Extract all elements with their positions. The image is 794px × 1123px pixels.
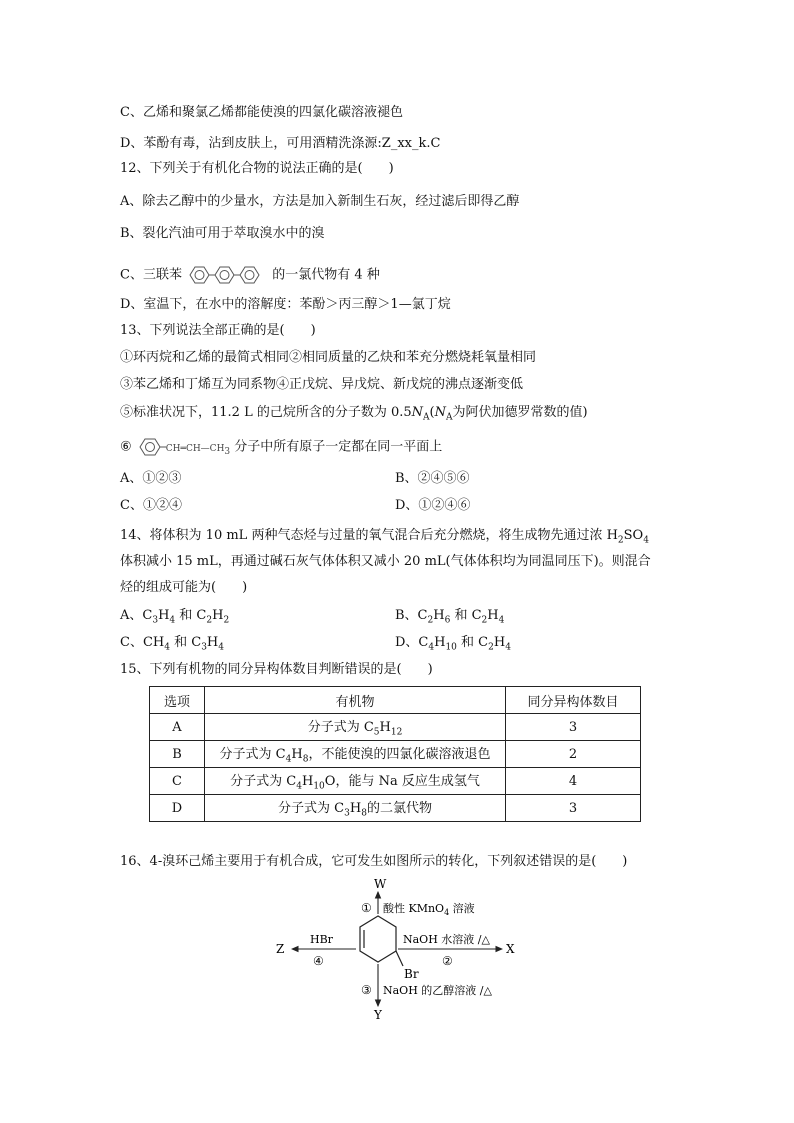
t: 分子式为 C [230, 774, 297, 790]
f: 3 [152, 615, 159, 626]
product-x: X [506, 942, 515, 956]
line-d11: D、苯酚有毒，沾到皮肤上，可用酒精洗涤源:Z_xx_k.C [120, 136, 441, 151]
s13-3-a2: A [445, 412, 453, 423]
t: 4 [285, 754, 292, 765]
step-2-reagent: NaOH 水溶液 /△ [403, 933, 490, 946]
f: 和 C [169, 635, 202, 650]
f: 4 [169, 615, 176, 626]
cell-compound [205, 741, 506, 768]
option-14c [120, 633, 224, 658]
step-4-reagent: HBr [310, 933, 333, 946]
option-12c-post: 的一氯代物有 4 种 [272, 267, 380, 283]
step-1-reagent [383, 901, 475, 917]
s13-3-n: N [411, 405, 424, 420]
statement-13-6 [120, 436, 442, 461]
t: O [324, 774, 336, 790]
t: 3 [344, 808, 350, 819]
t: 的二氯代物 [366, 801, 432, 817]
option-14a [120, 606, 229, 631]
t: 分子式为 C [219, 747, 286, 763]
t: H [301, 774, 314, 790]
t: H [379, 720, 391, 736]
t: H [291, 747, 303, 763]
cell-option: A [150, 714, 205, 741]
question-14-line2: 体积减小 15 mL，再通过碱石灰气体体积又减小 20 mL(气体体积均为同温同压下)。则混合 [120, 554, 651, 569]
option-13a: A、①②③ [120, 471, 182, 486]
option-12b: B、裂化汽油可用于萃取溴水中的溴 [120, 226, 325, 241]
propenyl-chain [165, 443, 231, 457]
t: ，不能使溴的四氯化碳溶液退色 [308, 747, 491, 763]
option-13d: D、①②④⑥ [395, 498, 471, 513]
f: 6 [444, 615, 451, 626]
t: 12 [390, 727, 403, 738]
line-c11: C、乙烯和聚氯乙烯都能使溴的四氯化碳溶液褪色 [120, 105, 403, 120]
header-compound: 有机物 [205, 687, 506, 714]
r1-text: 酸性 KMnO [383, 902, 445, 915]
table-row [150, 795, 641, 822]
product-w: W [374, 877, 387, 891]
s13-6-text: 分子中所有原子一定都在同一平面上 [234, 439, 443, 455]
cell-count: 4 [506, 768, 641, 795]
option-14d [395, 633, 511, 658]
f: C、CH [120, 635, 165, 650]
option-12c [120, 262, 380, 288]
f: H [212, 608, 224, 623]
step-3-number: ③ [361, 983, 372, 997]
statement-13-3 [120, 403, 588, 428]
table-row [150, 768, 641, 795]
t: H [349, 801, 362, 817]
f: 4 [498, 615, 505, 626]
f: H [487, 608, 499, 623]
f: D、C [395, 635, 429, 650]
q14-1-sub2: 4 [643, 535, 649, 546]
f: 和 C [450, 608, 482, 623]
f: H [206, 635, 219, 650]
f: B、C [395, 608, 428, 623]
terphenyl-structure [186, 262, 268, 288]
q14-1-so: SO [623, 528, 644, 543]
chain-sub: 3 [224, 446, 231, 457]
step-1-number: ① [361, 901, 372, 915]
t: 8 [302, 754, 309, 765]
question-16: 16、4-溴环己烯主要用于有机合成，它可发生如图所示的转化，下列叙述错误的是( ) [120, 854, 628, 869]
q14-1-text: 14、将体积为 10 mL 两种气态烃与过量的氧气混合后充分燃烧，将生成物先通过浓 H [120, 528, 618, 543]
s13-6-num: ⑥ [120, 439, 132, 455]
f: 2 [427, 615, 434, 626]
question-14-line3: 烃的组成可能为( ) [120, 580, 248, 595]
product-y: Y [374, 1008, 382, 1022]
option-13c: C、①②④ [120, 498, 182, 513]
cell-compound [205, 714, 506, 741]
s13-3-paren: ( [429, 405, 435, 420]
f: 和 C [175, 608, 207, 623]
r1-end: 溶液 [449, 902, 475, 915]
t: ，能与 Na 反应生成氢气 [335, 774, 480, 790]
reaction-scheme [270, 876, 530, 1026]
t: 10 [313, 781, 325, 792]
statement-13-1: ①环丙烷和乙烯的最简式相同②相同质量的乙炔和苯充分燃烧耗氧量相同 [120, 350, 537, 365]
s13-3-a: A [423, 412, 430, 423]
header-option: 选项 [150, 687, 205, 714]
f: 4 [218, 642, 224, 653]
cell-option: D [150, 795, 205, 822]
f: 10 [445, 642, 457, 653]
cell-count: 3 [506, 714, 641, 741]
cyclohexene-ring [360, 916, 403, 966]
cell-compound [205, 795, 506, 822]
f: 2 [223, 615, 230, 626]
f: 4 [428, 642, 435, 653]
product-z: Z [276, 942, 285, 956]
question-12: 12、下列关于有机化合物的说法正确的是( ) [120, 161, 394, 176]
cell-option: C [150, 768, 205, 795]
option-12a: A、除去乙醇中的少量水，方法是加入新制生石灰，经过滤后即得乙醇 [120, 194, 520, 209]
question-13: 13、下列说法全部正确的是( ) [120, 323, 316, 338]
f: 4 [505, 642, 511, 653]
option-14b [395, 606, 504, 631]
table-row [150, 741, 641, 768]
f: 4 [164, 642, 170, 653]
step-3-reagent: NaOH 的乙醇溶液 /△ [383, 984, 492, 997]
cell-option: B [150, 741, 205, 768]
t: 分子式为 C [278, 801, 345, 817]
r1-sub: 4 [444, 908, 450, 917]
f: H [158, 608, 170, 623]
f: A、C [120, 608, 153, 623]
f: 2 [481, 615, 488, 626]
f: H [493, 635, 506, 650]
f: 2 [206, 615, 213, 626]
statement-13-2: ③苯乙烯和丁烯互为同系物④正戊烷、异戊烷、新戊烷的沸点逐渐变低 [120, 377, 524, 392]
chain-text: CH═CH—CH [165, 443, 225, 454]
f: 和 C [456, 635, 489, 650]
isomer-table [149, 686, 641, 822]
option-12c-pre: C、三联苯 [120, 267, 182, 283]
s13-3-text: ⑤标准状况下，11.2 L 的己烷所含的分子数为 0.5 [120, 405, 412, 420]
f: H [434, 635, 446, 650]
f: 2 [488, 642, 494, 653]
styrene-ring-structure [136, 436, 166, 458]
f: 3 [201, 642, 207, 653]
s13-3-end: 为阿伏加德罗常数的值) [452, 405, 588, 420]
bromine-label: Br [404, 967, 419, 981]
t: 8 [361, 808, 367, 819]
question-14-line1 [120, 526, 649, 551]
table-row [150, 714, 641, 741]
cell-count: 3 [506, 795, 641, 822]
step-4-number: ④ [313, 954, 324, 968]
t: 5 [373, 727, 380, 738]
step-2-number: ② [442, 954, 453, 968]
q14-1-sub: 2 [617, 535, 624, 546]
t: 分子式为 C [307, 720, 374, 736]
table-header-row [150, 687, 641, 714]
option-12d: D、室温下，在水中的溶解度：苯酚＞丙三醇＞1—氯丁烷 [120, 297, 451, 312]
t: 4 [296, 781, 302, 792]
s13-3-n2: N [434, 405, 446, 420]
f: H [433, 608, 445, 623]
cell-count: 2 [506, 741, 641, 768]
cell-compound [205, 768, 506, 795]
question-15: 15、下列有机物的同分异构体数目判断错误的是( ) [120, 662, 433, 677]
header-isomer-count: 同分异构体数目 [506, 687, 641, 714]
option-13b: B、②④⑤⑥ [395, 471, 470, 486]
